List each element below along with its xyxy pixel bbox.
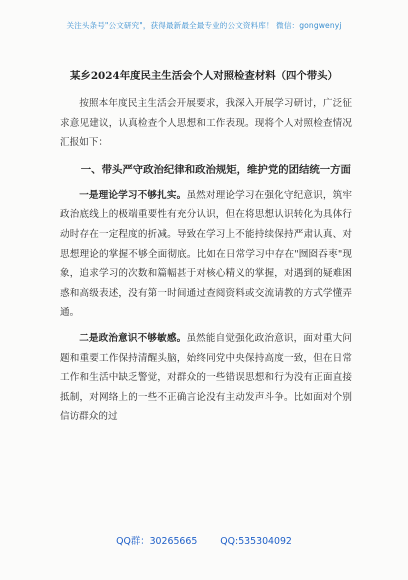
qq-group-link[interactable]: QQ群：30265665 [116,536,198,547]
paragraph-1-text: 虽然对理论学习在强化守纪意识，筑牢政治底线上的极端重要性有充分认识，但在将思想认识转化为具体行动时存在一定程度的折减。导致在学习上不能持续保持严肃认真、对思想理论的掌握不够全面彻底。比如在日常学习中存在"囫囵吞枣"现象，追求学习的次数和篇幅甚于对核心精义的掌握，对遇到的疑难困惑和高级表述，没有第一时间通过查阅资料或交流请教的方式学懂弄通。 [60,189,353,319]
document-title: 某乡2024年度民主生活会个人对照检查材料（四个带头） [70,70,338,82]
document-body [60,94,352,427]
paragraph-2-lead: 二是政治意识不够敏感。 [79,332,187,344]
paragraph-2 [60,329,352,427]
section-heading-1: 一、带头严守政治纪律和政治规矩，维护党的团结统一方面 [80,163,351,176]
header-banner: 关注头条号"公文研究"，获得最新最全最专业的公文资料库！ 微信：gongwenyj [66,21,342,30]
paragraph-1-lead: 一是理论学习不够扎实。 [79,189,187,201]
footer-contact [0,533,408,547]
paragraph-2-text: 虽然能自觉强化政治意识，面对重大问题和重要工作保持清醒头脑，始终同党中央保持高度一致，但在日常工作和生活中缺乏警觉，对群众的一些错误思想和行为没有正面直接抵制，对网络上的一些不正确言论没有主动发声斗争。比如面对个别信访群众的过 [60,332,353,423]
paragraph-1 [60,186,352,323]
qq-link[interactable]: QQ:535304092 [220,536,292,547]
intro-paragraph: 按照本年度民主生活会开展要求，我深入开展学习研讨，广泛征求意见建议，认真检查个人思想和工作表现。现将个人对照检查情况汇报如下： [60,98,352,149]
